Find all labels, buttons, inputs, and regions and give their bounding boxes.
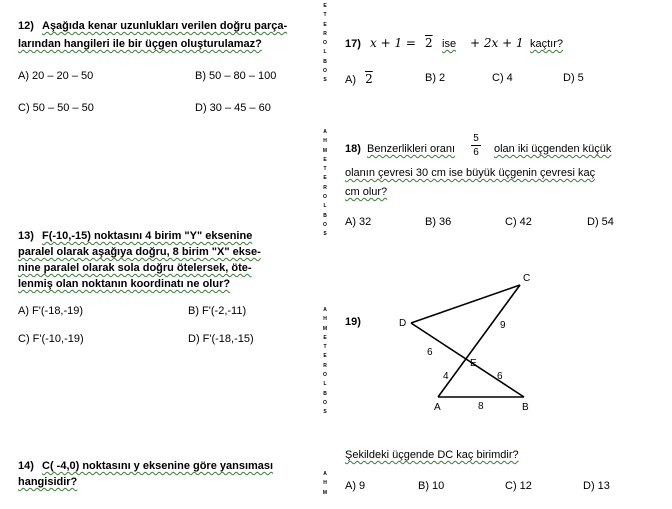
margin-letter: O	[323, 221, 327, 228]
segment-db	[411, 323, 524, 397]
margin-letter: A	[323, 471, 327, 477]
option-a[interactable]	[345, 72, 373, 86]
triangle-figure	[380, 268, 560, 418]
length-ae: 4	[443, 371, 449, 382]
question-text-line: nine paralel olarak sola doğru ötelersek, öte-	[18, 262, 252, 274]
margin-letter: M	[322, 489, 328, 496]
margin-letter: S	[323, 409, 327, 416]
margin-letter: E	[323, 3, 327, 9]
fraction-numerator: 5	[473, 133, 479, 144]
question-number: 18)	[345, 143, 361, 155]
option-a-value: 2	[365, 72, 373, 86]
question-text-line: paralel olarak aşağıya doğru, 8 birim "X" ekse-	[18, 246, 261, 258]
question-number: 13)	[18, 230, 34, 242]
question-number: 19)	[345, 316, 361, 328]
margin-letter: A	[323, 129, 327, 135]
question-text-line: Aşağıda kenar uzunlukları verilen doğru parça-	[42, 20, 288, 32]
label-e: E	[470, 358, 477, 369]
option-d[interactable]: D) 13	[583, 480, 610, 492]
margin-letter: E	[323, 21, 327, 28]
option-a[interactable]: A) 20 – 20 – 50	[18, 70, 94, 82]
option-a[interactable]: A) F'(-18,-19)	[18, 305, 84, 317]
margin-letter: E	[323, 156, 327, 163]
margin-letter: E	[323, 334, 327, 341]
margin-letter: M	[322, 325, 328, 332]
option-b[interactable]: B) 36	[425, 216, 452, 228]
margin-letter: L	[323, 49, 327, 56]
ise-word: ise	[442, 38, 457, 50]
margin-letter: H	[323, 480, 327, 487]
question-number: 12)	[18, 20, 34, 32]
label-c: C	[523, 273, 531, 284]
margin-letter: B	[323, 390, 327, 397]
option-a[interactable]: A) 32	[345, 216, 372, 228]
label-d: D	[399, 318, 407, 329]
margin-letter: R	[323, 362, 327, 369]
margin-letter: O	[323, 372, 327, 379]
question-text-line: cm olur?	[345, 186, 388, 198]
margin-letter: H	[323, 138, 327, 145]
margin-vertical-text-middle2	[321, 306, 329, 418]
margin-letter: M	[322, 147, 328, 154]
margin-letter: B	[323, 212, 327, 219]
fraction-bar	[471, 145, 481, 146]
option-d[interactable]: D) 54	[587, 216, 614, 228]
margin-letter: S	[323, 231, 327, 238]
margin-vertical-text-middle1	[321, 128, 329, 240]
option-b[interactable]: B) 50 – 80 – 100	[195, 70, 277, 82]
option-d[interactable]: D) 30 – 45 – 60	[195, 102, 271, 114]
fraction-denominator: 6	[473, 147, 479, 158]
question-text-line: hangisidir?	[18, 476, 78, 488]
margin-letter: O	[323, 68, 327, 75]
length-ab: 8	[478, 401, 484, 412]
question-text-line: F(-10,-15) noktasını 4 birim "Y" eksenine	[42, 230, 253, 242]
question-ending: kaçtır?	[530, 38, 564, 50]
label-a: A	[434, 402, 441, 413]
math-expression-left: x + 1 =	[370, 36, 416, 50]
margin-letter: B	[323, 58, 327, 65]
question-text-line: lenmiş olan noktanın koordinatı ne olur?	[18, 278, 231, 290]
margin-vertical-text-bottom	[321, 470, 329, 498]
option-c[interactable]: C) 50 – 50 – 50	[18, 102, 94, 114]
margin-letter: L	[323, 203, 327, 210]
margin-letter: S	[323, 77, 327, 84]
question-text-line: Şekildeki üçgende DC kaç birimdir?	[345, 449, 519, 461]
margin-letter: O	[323, 40, 327, 47]
segment-ca	[438, 285, 520, 397]
margin-letter: L	[323, 381, 327, 388]
option-b[interactable]: B) 10	[418, 480, 445, 492]
option-c[interactable]: C) 12	[505, 480, 532, 492]
margin-vertical-text-top	[321, 2, 329, 86]
segment-dc	[411, 285, 520, 323]
length-ce: 9	[500, 320, 506, 331]
margin-letter: E	[323, 353, 327, 360]
option-c[interactable]: C) 42	[505, 216, 532, 228]
margin-letter: R	[323, 184, 327, 191]
margin-letter: H	[323, 316, 327, 323]
margin-letter: T	[323, 344, 327, 351]
margin-letter: O	[323, 194, 327, 201]
margin-letter: A	[323, 307, 327, 313]
option-c[interactable]: C) F'(-10,-19)	[18, 333, 84, 345]
option-d[interactable]: D) 5	[563, 72, 584, 84]
fraction	[471, 133, 481, 158]
question-number: 17)	[345, 38, 361, 50]
math-expression-overline-term	[425, 36, 433, 50]
option-b[interactable]: B) F'(-2,-11)	[188, 305, 247, 317]
margin-letter: T	[323, 166, 327, 173]
overline-value: 2	[425, 36, 433, 50]
option-a-label: A)	[345, 74, 356, 86]
margin-letter: E	[323, 175, 327, 182]
option-c[interactable]: C) 4	[492, 72, 513, 84]
margin-letter: R	[323, 30, 327, 37]
question-text-line: Benzerlikleri oranı	[367, 143, 456, 155]
question-number: 14)	[18, 460, 34, 472]
label-b: B	[522, 402, 529, 413]
length-de: 6	[427, 347, 433, 358]
question-text-line: C( -4,0) noktasını y eksenine göre yansıması	[42, 460, 274, 472]
option-d[interactable]: D) F'(-18,-15)	[188, 333, 254, 345]
length-eb: 6	[497, 371, 503, 382]
question-text-line: olanın çevresi 30 cm ise büyük üçgenin çevresi kaç	[345, 167, 596, 179]
question-text-line: olan iki üçgenden küçük	[494, 143, 612, 155]
math-expression-right: + 2x + 1	[470, 36, 524, 50]
margin-letter: O	[323, 399, 327, 406]
option-b[interactable]: B) 2	[425, 72, 446, 84]
question-text-line: larından hangileri ile bir üçgen oluşturulamaz?	[18, 38, 262, 50]
margin-letter: T	[323, 12, 327, 19]
option-a[interactable]: A) 9	[345, 480, 366, 492]
